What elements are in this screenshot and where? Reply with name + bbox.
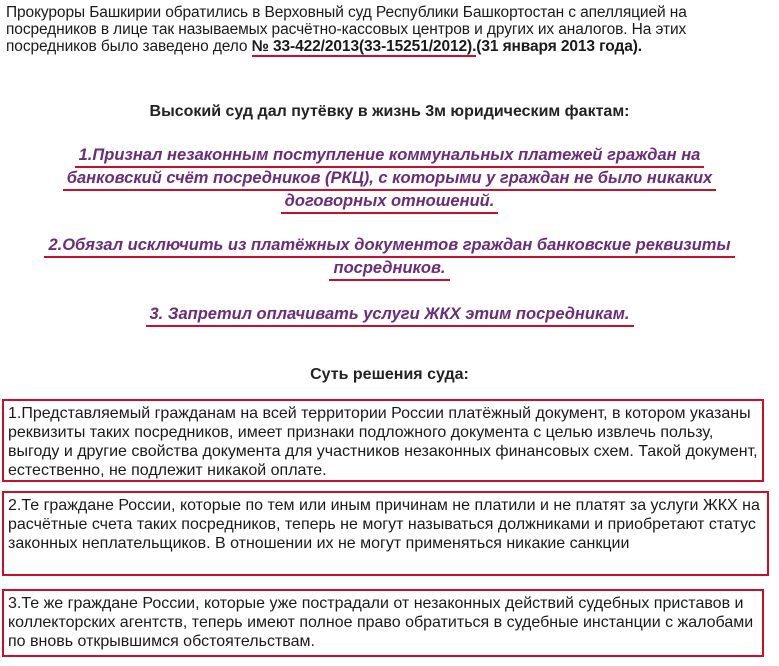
summary-heading: Суть решения суда: [310,366,469,383]
facts-heading: Высокий суд дал путёвку в жизнь 3м юридическим фактам: [149,103,630,120]
case-date: (31 января 2013 года). [476,38,643,55]
fact-2 [0,235,779,281]
fact-1-line-2: банковский счёт посредников (РКЦ), с которыми у граждан не было никаких [63,168,716,191]
case-number: № 33-422/2013(33-15251/2012). [251,38,477,55]
decision-box-1: 1.Представляемый гражданам на всей территории России платёжный документ, в котором указаны реквизиты таких посредников, имеет признаки подложного документа с целью извлечь пользу, выгоду и другие свойства документа для участников незаконных финансовых схем. Такой документ, естественно, не подлежит никакой оплате. [2,399,764,482]
decision-box-2: 2.Те граждане России, которые по тем или иным причинам не платили и не платят за услуги ЖКХ на расчётные счета таких посредников, теперь не могут называться должниками и приобретают статус законных неплательщиков. В отношении их не могут применяться никакие санкции [2,491,769,576]
intro-text: Прокуроры Башкирии обратились в Верховный суд Республики Башкортостан с апелляцией на посредников в лице так называемых расчётно-кассовых центров и других их аналогов. На этих посредников было заведено дело [6,4,687,55]
decision-box-3: 3.Те же граждане России, которые уже пострадали от незаконных действий судебных приставов и коллекторских агентств, теперь имеют полное право обратиться в судебные инстанции с жалобами по вновь открывшимся обстоятельствам. [2,589,764,657]
fact-2-line-1: 2.Обязал исключить из платёжных документов граждан банковские реквизиты [44,235,734,258]
intro-paragraph [6,4,774,55]
fact-3 [0,304,779,327]
fact-1-line-3: договорных отношений. [281,191,499,214]
fact-1-line-1: 1.Признал незаконным поступление коммунальных платежей граждан на [75,145,705,168]
fact-2-line-2: посредников. [329,258,449,281]
fact-1 [0,145,779,214]
fact-3-line-1: 3. Запретил оплачивать услуги ЖКХ этим посредникам. [146,304,634,327]
